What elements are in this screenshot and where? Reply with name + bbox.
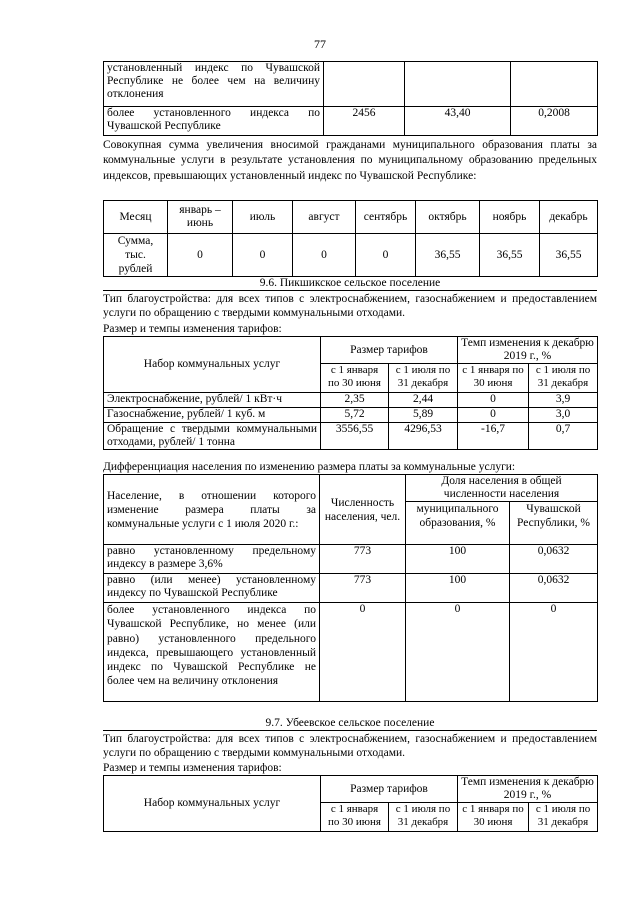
table-row	[104, 107, 598, 136]
share-mun-cell: 43,40	[405, 107, 511, 136]
table-row: Сумма, тыс. рублей 0 0 0 0 36,55 36,55 36,55	[104, 234, 598, 277]
table-row: Обращение с твердыми коммунальными отходами, рублей/ 1 тонна 3556,55 4296,53 -16,7 0,7	[104, 423, 598, 450]
diff-table-9-6: Население, в отношении которого изменение размера платы за коммунальные услуги с 1 июля 2020 г.: Численность населения, чел. Доля населения в общей численности населения муниципального образования, % Чувашской Республики, % равно установленному предельному индексу в размере 3,6% 773 100 0,0632 равно (или менее) установленному индексу по Чувашской Республике 773 100 0,0632 более установленного индекса по Чувашской Республике, но менее (или равно) установленного предельного индекса, превышающего установленный индекс по Чувашской Республике не более чем на величину отклонения 0 0 0	[103, 474, 597, 702]
row-label: более установленного индекса по Чувашской Республике	[104, 107, 324, 136]
col-pop-header: Население, в отношении которого изменение размера платы за коммунальные услуги с 1 июля 2020 г.:	[104, 475, 320, 545]
section-title-9-6: 9.6. Пикшикское сельское поселение	[103, 277, 597, 291]
table-header-row: Месяц январь – июнь июль август сентябрь октябрь ноябрь декабрь	[104, 201, 598, 234]
tariffs-caption-9-7: Размер и темпы изменения тарифов:	[103, 762, 282, 774]
tariffs-caption-9-6: Размер и темпы изменения тарифов:	[103, 323, 282, 335]
tariffs-table-9-6: Набор коммунальных услуг Размер тарифов Темп изменения к декабрю 2019 г., % с 1 января по 30 июня с 1 июля по 31 декабря с 1 января по 30 июня с 1 июля по 31 декабря Электроснабжение, рублей/ 1 кВт·ч 2,35 2,44 0 3,9 Газоснабжение, рублей/ 1 куб. м 5,72 5,89 0 3,0 Обращение с твердыми коммунальными отходами, рублей/ 1 тонна 3556,55 4296,53 -16,7 0,7	[103, 336, 597, 450]
page-number: 77	[314, 37, 326, 51]
share-rep-cell: 0,2008	[511, 107, 598, 136]
section-title-9-7: 9.7. Убеевское сельское поселение	[103, 717, 597, 731]
table-row: равно установленному предельному индексу в размере 3,6% 773 100 0,0632	[104, 545, 598, 574]
top-table	[103, 61, 597, 136]
table-row: Газоснабжение, рублей/ 1 куб. м 5,72 5,89 0 3,0	[104, 408, 598, 423]
diff-caption-9-6: Дифференциация населения по изменению размера платы за коммунальные услуги:	[103, 461, 516, 473]
count-cell: 2456	[324, 107, 405, 136]
table-row: Электроснабжение, рублей/ 1 кВт·ч 2,35 2,44 0 3,9	[104, 393, 598, 408]
table-row: более установленного индекса по Чувашской Республике, но менее (или равно) установленного предельного индекса, превышающего установленный индекс по Чувашской Республике не более чем на величину отклонения 0 0 0	[104, 603, 598, 702]
months-table	[103, 200, 597, 277]
improvement-type-9-7: Тип благоустройства: для всех типов с электроснабжением, газоснабжением и предоставлением услуги по обращению с твердыми коммунальными отходами.	[103, 733, 597, 759]
col-service-header: Набор коммунальных услуг	[104, 776, 321, 832]
col-service-header: Набор коммунальных услуг	[104, 337, 321, 393]
paragraph-total-increase: Совокупная сумма увеличения вносимой гражданами муниципального образования платы за коммунальные услуги в результате установления по муниципальному образованию предельных индексов, превышающих установленный индекс по Чувашской Республике:	[103, 139, 597, 182]
row-label: установленный индекс по Чувашской Республике не более чем на величину отклонения	[104, 62, 324, 107]
table-row	[104, 62, 598, 107]
table-row: равно (или менее) установленному индексу по Чувашской Республике 773 100 0,0632	[104, 574, 598, 603]
improvement-type-9-6: Тип благоустройства: для всех типов с электроснабжением, газоснабжением и предоставлением услуги по обращению с твердыми коммунальными отходами.	[103, 293, 597, 319]
tariffs-table-9-7: Набор коммунальных услуг Размер тарифов Темп изменения к декабрю 2019 г., % с 1 января по 30 июня с 1 июля по 31 декабря с 1 января по 30 июня с 1 июля по 31 декабря	[103, 775, 597, 832]
